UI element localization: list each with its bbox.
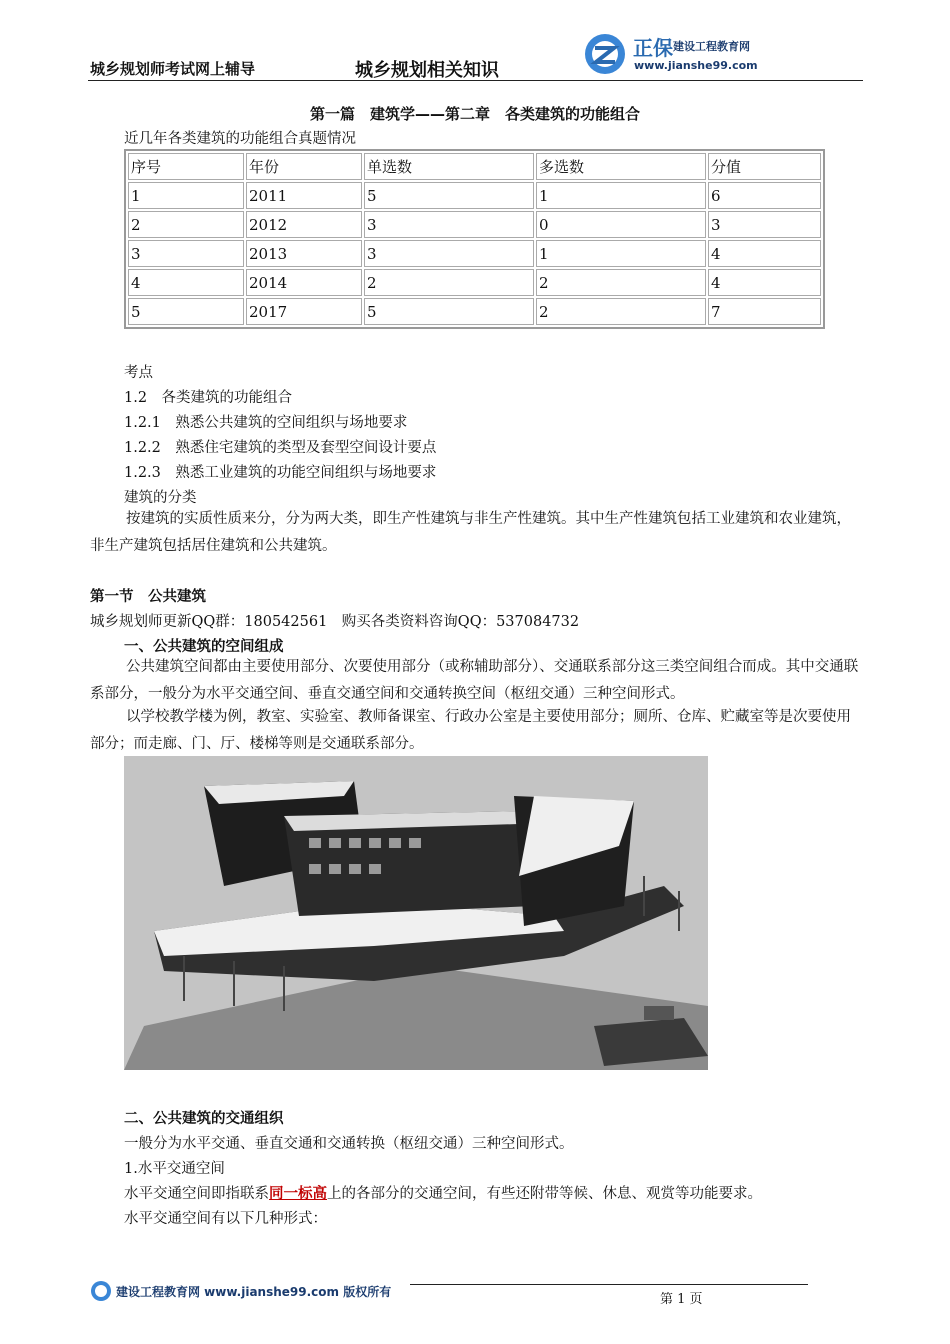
school-building-image — [124, 756, 708, 1070]
exam-stats-table — [124, 149, 825, 329]
table-cell: 2011 — [246, 182, 362, 209]
table-row — [128, 240, 821, 267]
kaodian-item: 1.2 各类建筑的功能组合 — [124, 390, 293, 406]
table-row — [128, 269, 821, 296]
footer-logo-icon — [90, 1280, 112, 1302]
logo-subtitle: 建设工程教育网 — [673, 40, 750, 53]
table-row — [128, 298, 821, 325]
table-cell: 3 — [708, 211, 821, 238]
subsection-heading: 二、公共建筑的交通组织 — [124, 1111, 284, 1127]
table-header-cell: 多选数 — [536, 153, 706, 180]
list-item-heading: 1.水平交通空间 — [124, 1161, 225, 1177]
table-caption: 近几年各类建筑的功能组合真题情况 — [124, 131, 356, 147]
table-cell: 3 — [128, 240, 244, 267]
section-heading: 第一节 公共建筑 — [90, 589, 206, 605]
text-fragment: 水平交通空间即指联系 — [124, 1186, 269, 1202]
table-cell: 7 — [708, 298, 821, 325]
classification-heading: 建筑的分类 — [124, 490, 197, 506]
logo-brand: 正保 — [633, 36, 673, 60]
table-cell: 5 — [364, 298, 534, 325]
table-cell: 4 — [708, 269, 821, 296]
table-cell: 2 — [128, 211, 244, 238]
table-cell: 1 — [128, 182, 244, 209]
header-left-title: 城乡规划师考试网上辅导 — [90, 60, 256, 78]
table-header-cell: 年份 — [246, 153, 362, 180]
table-cell: 3 — [364, 211, 534, 238]
table-header-cell: 分值 — [708, 153, 821, 180]
logo-url: www.jianshe99.com — [634, 59, 758, 72]
footer-copyright: 建设工程教育网 www.jianshe99.com 版权所有 — [116, 1285, 392, 1299]
table-cell: 2 — [364, 269, 534, 296]
table-cell: 4 — [708, 240, 821, 267]
table-cell: 1 — [536, 240, 706, 267]
footer-divider — [410, 1284, 808, 1285]
kaodian-item: 1.2.3 熟悉工业建筑的功能空间组织与场地要求 — [124, 465, 437, 481]
table-cell: 0 — [536, 211, 706, 238]
table-cell: 2 — [536, 298, 706, 325]
page-number: 第 1 页 — [660, 1292, 703, 1307]
table-header-cell: 单选数 — [364, 153, 534, 180]
header-divider — [88, 80, 863, 81]
kaodian-item: 1.2.1 熟悉公共建筑的空间组织与场地要求 — [124, 415, 408, 431]
text-fragment: 上的各部分的交通空间，有些还附带等候、休息、观赏等功能要求。 — [327, 1186, 762, 1202]
table-row — [128, 211, 821, 238]
qq-info: 城乡规划师更新QQ群：180542561 购买各类资料咨询QQ：537084732 — [90, 614, 580, 630]
table-cell: 2012 — [246, 211, 362, 238]
paragraph: 以学校教学楼为例，教室、实验室、教师备课室、行政办公室是主要使用部分；厕所、仓库、贮藏室等是次要使用部分；而走廊、门、厅、楼梯等则是交通联系部分。 — [90, 709, 851, 752]
table-cell: 5 — [128, 298, 244, 325]
kaodian-item: 1.2.2 熟悉住宅建筑的类型及套型空间设计要点 — [124, 440, 437, 456]
highlighted-term-link[interactable]: 同一标高 — [269, 1185, 327, 1202]
table-cell: 2013 — [246, 240, 362, 267]
kaodian-label: 考点 — [124, 365, 153, 381]
table-cell: 5 — [364, 182, 534, 209]
table-cell: 3 — [364, 240, 534, 267]
table-header-row — [128, 153, 821, 180]
paragraph: 公共建筑空间都由主要使用部分、次要使用部分（或称辅助部分）、交通联系部分这三类空间组合而成。其中交通联系部分，一般分为水平交通空间、垂直交通空间和交通转换空间（枢纽交通）三种空间形式。 — [90, 659, 859, 702]
classification-text: 按建筑的实质性质来分，分为两大类，即生产性建筑与非生产性建筑。其中生产性建筑包括工业建筑和农业建筑，非生产建筑包括居住建筑和公共建筑。 — [90, 511, 851, 554]
table-cell: 6 — [708, 182, 821, 209]
paragraph — [124, 1182, 762, 1203]
table-cell: 1 — [536, 182, 706, 209]
header-subject: 城乡规划相关知识 — [355, 60, 499, 81]
table-cell: 2017 — [246, 298, 362, 325]
chapter-title: 第一篇 建筑学——第二章 各类建筑的功能组合 — [309, 105, 640, 123]
paragraph: 一般分为水平交通、垂直交通和交通转换（枢纽交通）三种空间形式。 — [124, 1136, 574, 1152]
table-row — [128, 182, 821, 209]
table-cell: 2 — [536, 269, 706, 296]
table-header-cell: 序号 — [128, 153, 244, 180]
paragraph: 水平交通空间有以下几种形式： — [124, 1211, 327, 1227]
table-cell: 2014 — [246, 269, 362, 296]
subsection-heading: 一、公共建筑的空间组成 — [124, 639, 284, 655]
table-cell: 4 — [128, 269, 244, 296]
